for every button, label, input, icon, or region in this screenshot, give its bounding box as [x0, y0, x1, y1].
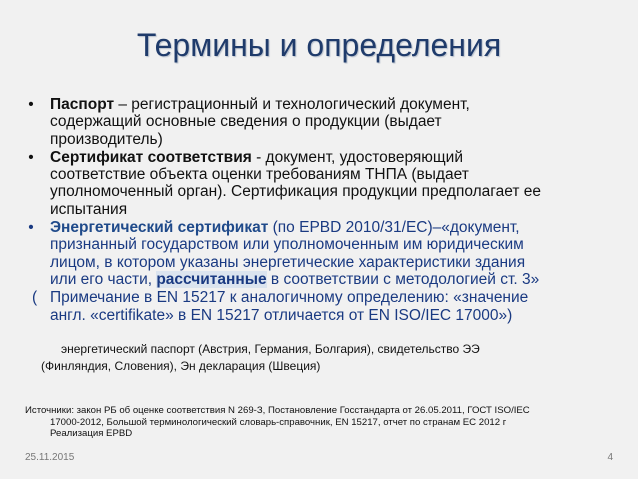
sub-note [41, 341, 591, 374]
bullet-line: признанный государством или уполномоченным им юридическим [50, 236, 524, 254]
page-title: Термины и определения [136, 27, 502, 63]
highlighted-word: рассчитанные [156, 270, 267, 288]
sources-line: Источники: закон РБ об оценке соответствия N 269-З, Постановление Госстандарта от 26.05.2011, ГОСТ ISO/IEC [25, 405, 530, 416]
bullet-line [50, 149, 615, 166]
bullet-energy-certificate [25, 219, 615, 288]
bullet-marker: • [28, 96, 34, 113]
bullet-line: соответствие объекта оценки требованиям ТНПА (выдает [50, 166, 469, 184]
bullet-line: лицом, в котором указаны энергетические характеристики здания [50, 253, 526, 271]
definition-text: или его части, [50, 270, 157, 288]
note-line: англ. «certifikate» в EN 15217 отличается от EN ISO/IEC 17000») [50, 306, 513, 324]
definition-text: (по EPBD 2010/31/EC)–«документ, [268, 219, 520, 237]
bullet-line: уполномоченный орган). Сертификация продукции предполагает ее [50, 183, 541, 201]
bullet-line [50, 271, 615, 288]
footer-date: 25.11.2015 [25, 452, 75, 463]
bullet-line: испытания [50, 200, 128, 218]
definition-text: - документ, удостоверяющий [251, 148, 463, 166]
term-passport: Паспорт [50, 96, 115, 113]
bullet-certificate [25, 149, 615, 218]
bullet-line: содержащий основные сведения о продукции (выдает [50, 113, 442, 131]
bullet-marker: • [28, 219, 34, 237]
sub-note-line: (Финляндия, Словения), Эн декларация (Швеция) [41, 358, 321, 373]
bullet-passport [25, 96, 615, 148]
note-paragraph [25, 289, 615, 324]
definition-text: в соответствии с методологией ст. 3» [266, 270, 540, 288]
bullet-marker: • [28, 148, 34, 166]
sources-line: 17000-2012, Большой терминологический словарь-справочник, EN 15217, отчет по странам ЕС 2012 г [50, 416, 507, 428]
definition-text: – регистрационный и технологический документ, [114, 96, 470, 113]
bullet-line [50, 96, 615, 113]
sources [25, 405, 615, 440]
sources-line: Реализация EPBD [50, 428, 133, 439]
page-number: 4 [607, 452, 613, 463]
note-paren: ( [32, 289, 38, 307]
term-energy-certificate: Энергетический сертификат [50, 219, 269, 237]
term-certificate: Сертификат соответствия [50, 148, 252, 166]
bullet-line: производитель) [50, 130, 163, 148]
sub-note-line: энергетический паспорт (Австрия, Германия, Болгария), свидетельство ЭЭ [61, 342, 480, 356]
bullet-line [50, 219, 615, 236]
note-line: Примечание в EN 15217 к аналогичному определению: «значение [50, 289, 529, 307]
bullet-list [25, 96, 615, 324]
